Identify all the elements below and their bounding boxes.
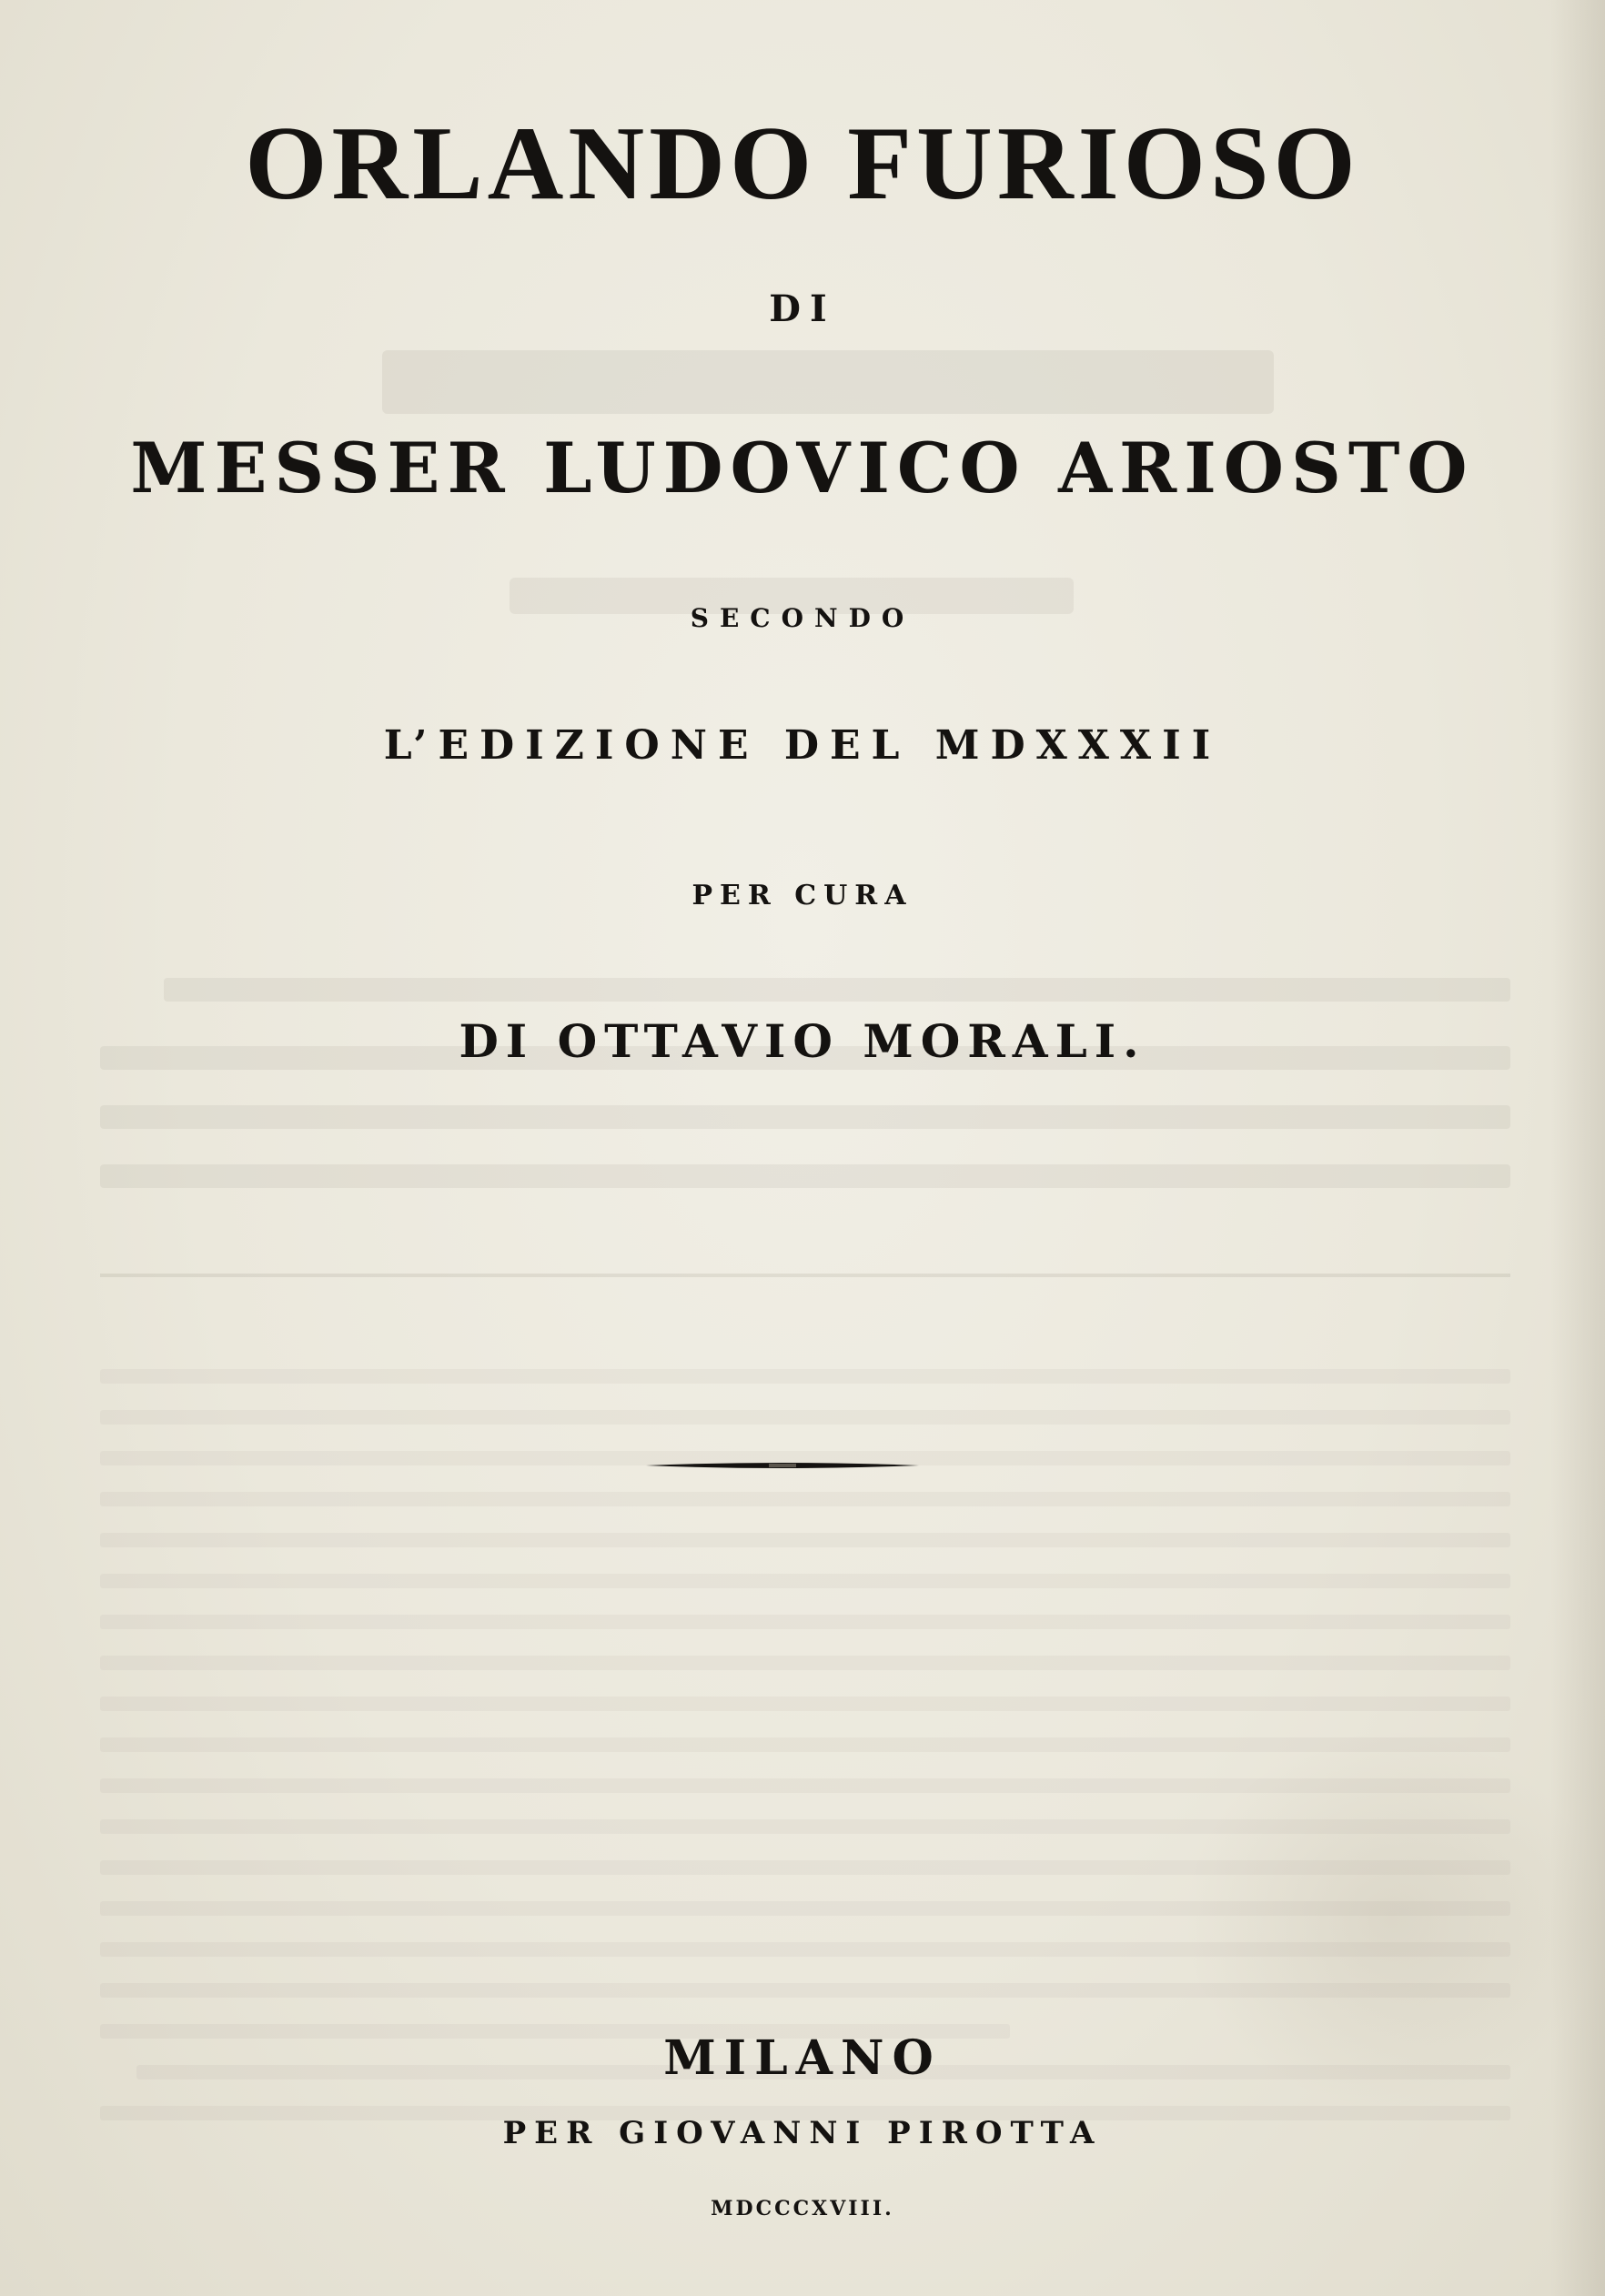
secondo-label: SECONDO — [690, 603, 915, 633]
imprint-year: MDCCCXVIII. — [711, 2197, 894, 2220]
per-cura-label: PER CURA — [691, 880, 914, 911]
editor-name: DI OTTAVIO MORALI. — [459, 1014, 1146, 1068]
author-name: MESSER LUDOVICO ARIOSTO — [130, 428, 1475, 509]
title-connector-di: DI — [769, 287, 836, 330]
page-edge-shadow — [1550, 0, 1605, 2296]
imprint-printer: PER GIOVANNI PIROTTA — [502, 2115, 1103, 2151]
book-title: ORLANDO FURIOSO — [245, 106, 1360, 222]
imprint-city: MILANO — [663, 2030, 942, 2086]
edition-statement: L’EDIZIONE DEL MDXXXII — [383, 722, 1222, 769]
ornamental-rule — [646, 1460, 919, 1471]
